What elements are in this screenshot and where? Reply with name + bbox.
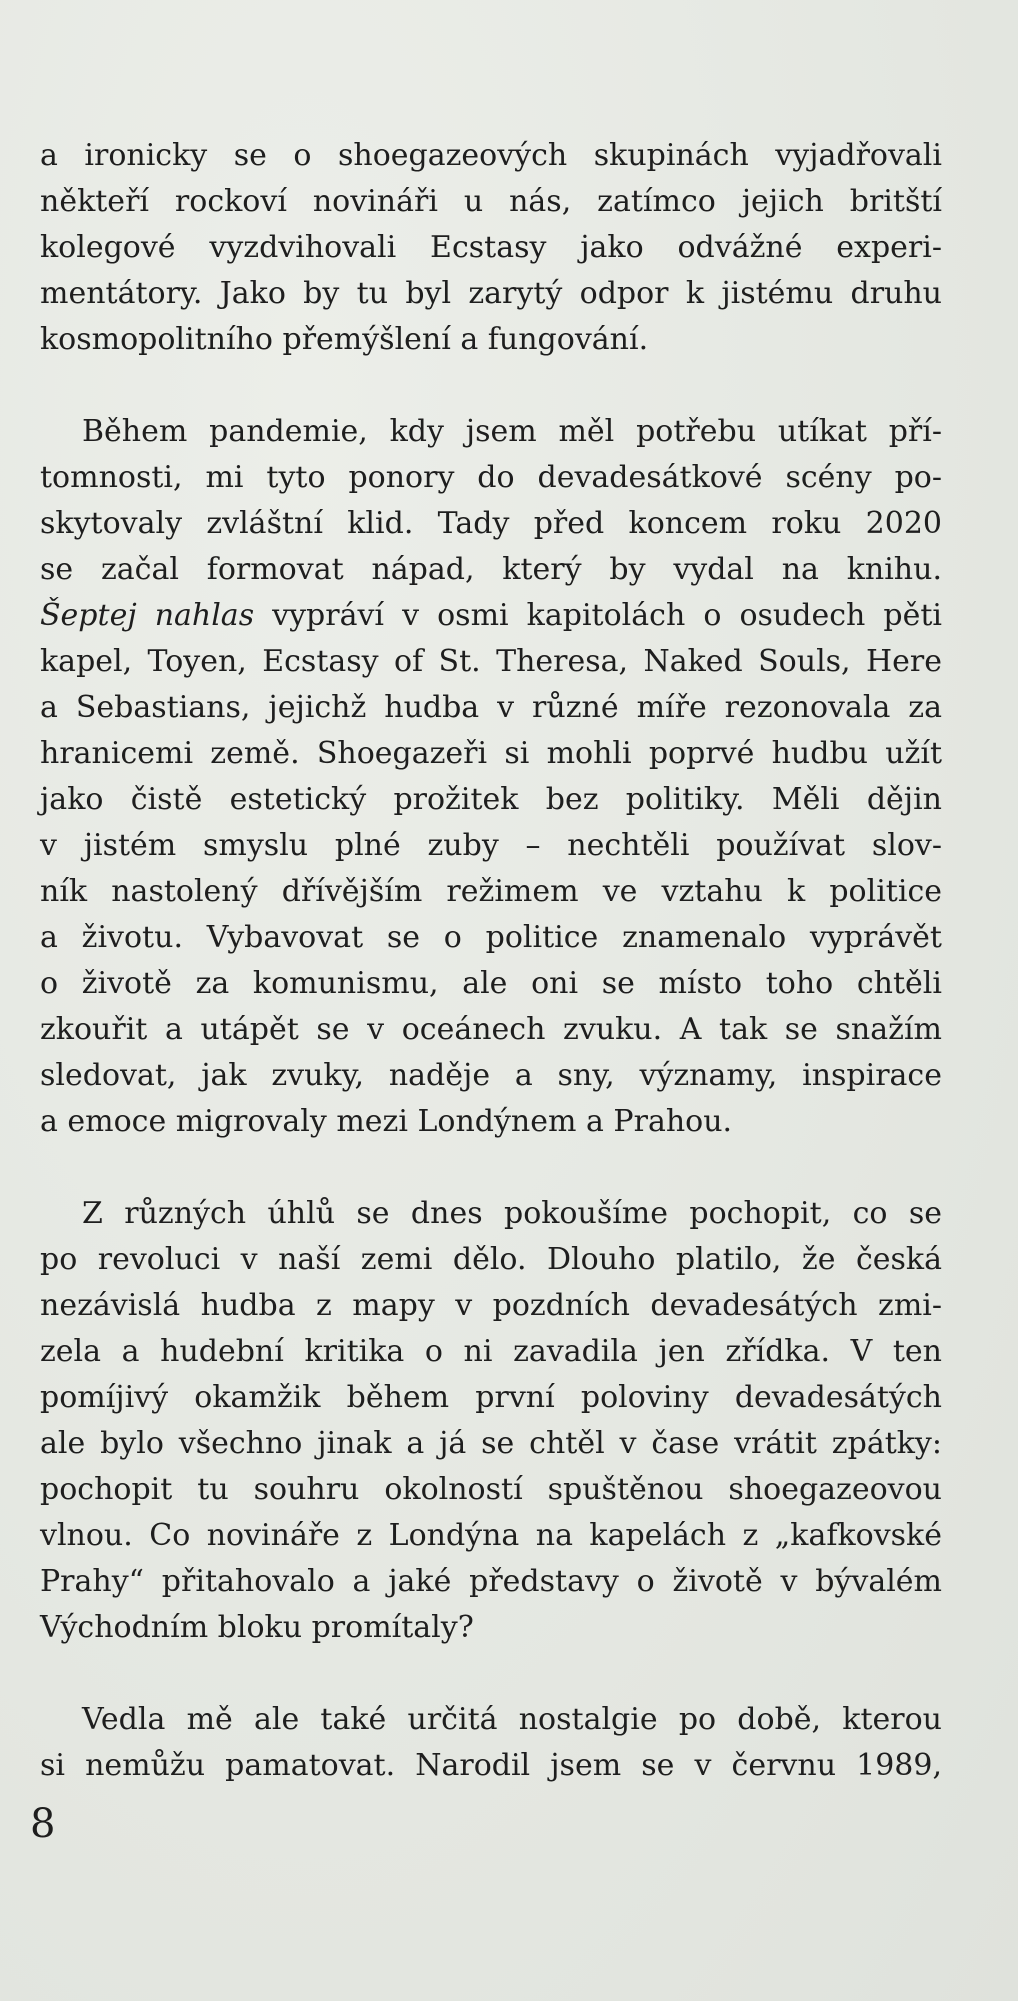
text-line: Z různých úhlů se dnes pokoušíme pochopit, co se — [82, 1196, 942, 1231]
text-line: a Sebastians, jejichž hudba v různé míře rezonovala za — [40, 690, 942, 725]
text-line: v jistém smyslu plné zuby – nechtěli používat slov- — [40, 828, 942, 863]
text-line: sledovat, jak zvuky, naděje a sny, významy, inspirace — [40, 1058, 942, 1093]
body-text — [40, 133, 942, 1835]
text-line: po revoluci v naší zemi dělo. Dlouho platilo, že česká — [40, 1242, 942, 1277]
text-line: Prahy“ přitahovalo a jaké představy o životě v bývalém — [40, 1564, 942, 1599]
text-line: jako čistě estetický prožitek bez politiky. Měli dějin — [40, 782, 942, 817]
text-line: se začal formovat nápad, který by vydal na knihu. — [40, 552, 942, 587]
text-line: kolegové vyzdvihovali Ecstasy jako odvážné experi- — [40, 230, 942, 265]
text-line: a emoce migrovaly mezi Londýnem a Prahou. — [40, 1104, 733, 1139]
text-line: kapel, Toyen, Ecstasy of St. Theresa, Naked Souls, Here — [40, 644, 942, 679]
text-line-with-book-title — [40, 593, 942, 639]
text-line: o životě za komunismu, ale oni se místo toho chtěli — [40, 966, 942, 1001]
text-line: Východním bloku promítaly? — [40, 1610, 474, 1645]
text-line: pochopit tu souhru okolností spuštěnou shoegazeovou — [40, 1472, 942, 1507]
text-line: někteří rockoví novináři u nás, zatímco jejich britští — [40, 184, 942, 219]
paragraph-4 — [40, 1697, 942, 1789]
book-title: Šeptej nahlas — [40, 598, 255, 633]
text-line: ale bylo všechno jinak a já se chtěl v čase vrátit zpátky: — [40, 1426, 942, 1461]
text-line: pomíjivý okamžik během první poloviny devadesátých — [40, 1380, 942, 1415]
page-number: 8 — [30, 1801, 56, 1847]
text-line: hranicemi země. Shoegazeři si mohli poprvé hudbu užít — [40, 736, 942, 771]
text-line: nezávislá hudba z mapy v pozdních devadesátých zmi- — [40, 1288, 942, 1323]
paragraph-3 — [40, 1191, 942, 1651]
text-line: si nemůžu pamatovat. Narodil jsem se v červnu 1989, — [40, 1748, 942, 1783]
text-line: vlnou. Co novináře z Londýna na kapelách z „kafkovské — [40, 1518, 942, 1553]
text-line: Během pandemie, kdy jsem měl potřebu utíkat pří- — [82, 414, 942, 449]
paragraph-1 — [40, 133, 942, 363]
text-line: Vedla mě ale také určitá nostalgie po době, kterou — [82, 1702, 942, 1737]
text-line: mentátory. Jako by tu byl zarytý odpor k jistému druhu — [40, 276, 942, 311]
text-line: tomnosti, mi tyto ponory do devadesátkové scény po- — [40, 460, 942, 495]
text-line: zkouřit a utápět se v oceánech zvuku. A tak se snažím — [40, 1012, 942, 1047]
paragraph-2 — [40, 409, 942, 1145]
text-line: ník nastolený dřívějším režimem ve vztahu k politice — [40, 874, 942, 909]
text-line-rest: vypráví v osmi kapitolách o osudech pěti — [254, 598, 942, 633]
text-line: a ironicky se o shoegazeových skupinách vyjadřovali — [40, 138, 942, 173]
text-line: skytovaly zvláštní klid. Tady před koncem roku 2020 — [40, 506, 942, 541]
text-line: a životu. Vybavovat se o politice znamenalo vyprávět — [40, 920, 942, 955]
text-line: zela a hudební kritika o ni zavadila jen zřídka. V ten — [40, 1334, 942, 1369]
text-line: kosmopolitního přemýšlení a fungování. — [40, 322, 649, 357]
